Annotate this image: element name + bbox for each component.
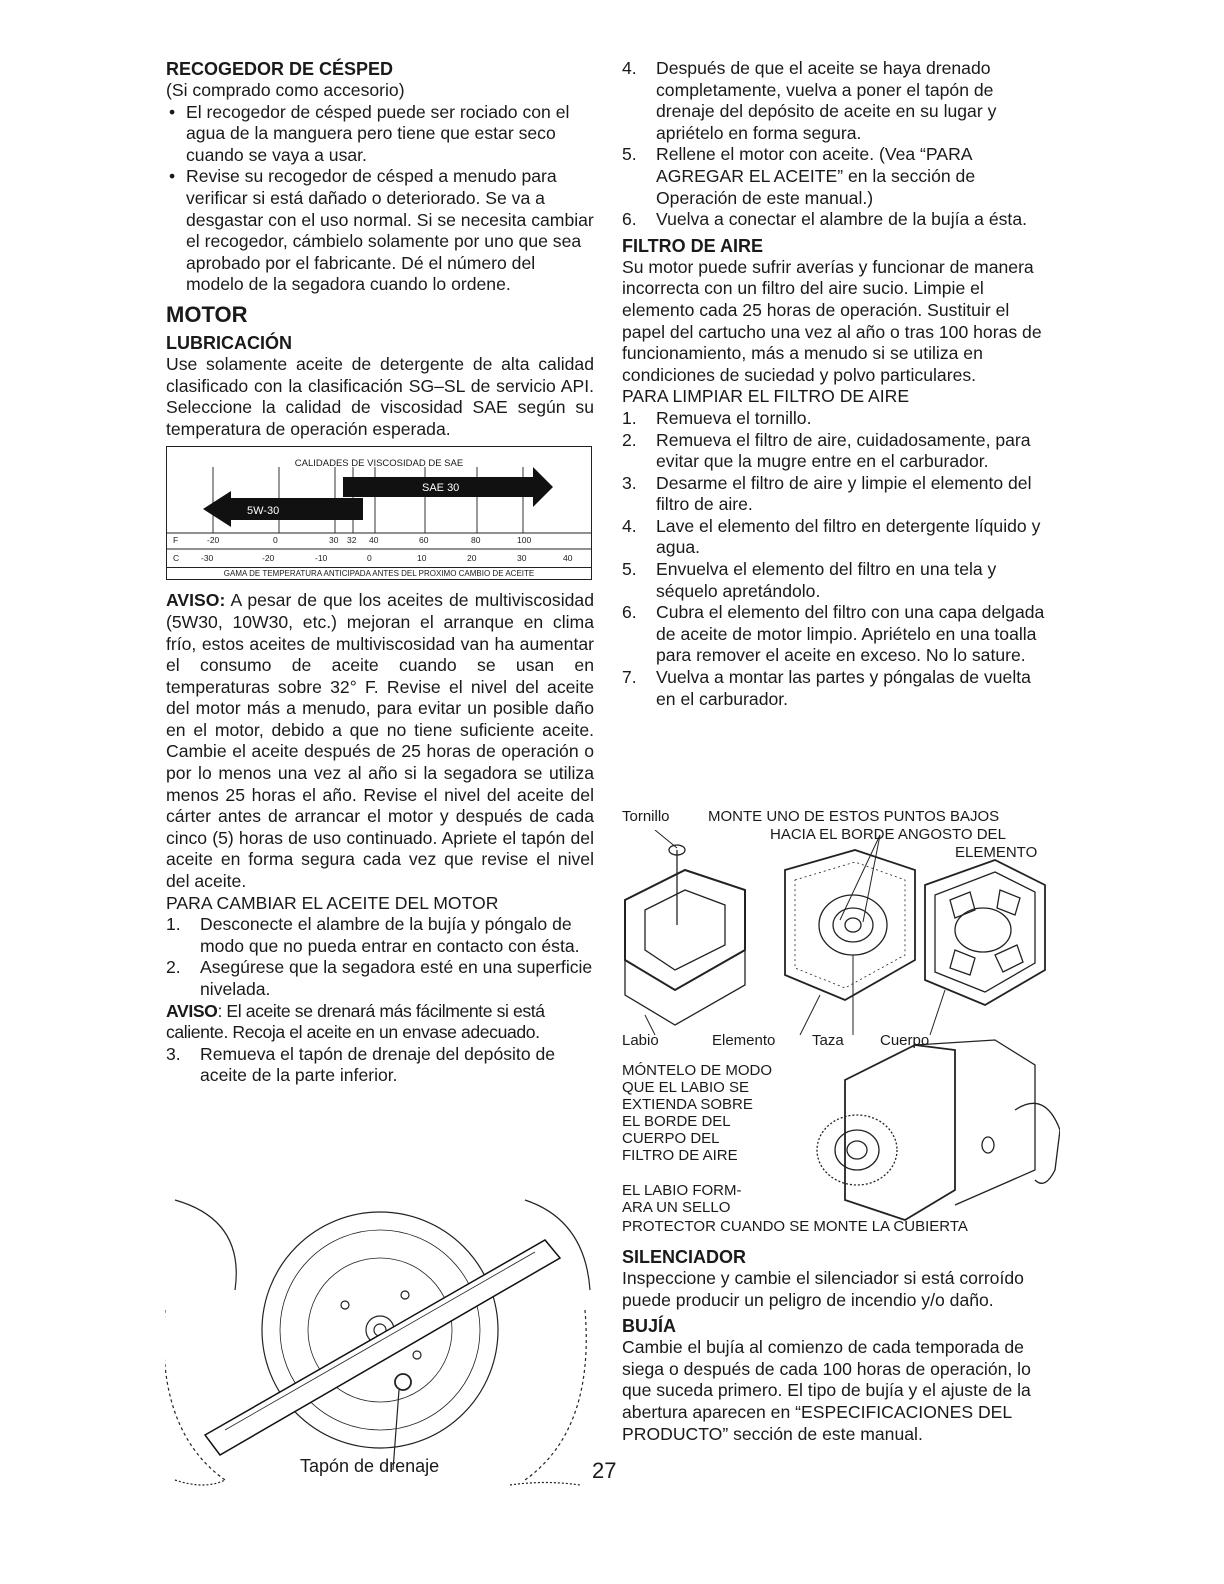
page-number: 27 — [592, 1458, 617, 1483]
drain-plug-label: Tapón de drenaje — [300, 1456, 440, 1476]
list-item: • El recogedor de césped puede ser rociado con el agua de la manguera pero tiene que estar seco cuando se vaya a usar. — [166, 102, 594, 167]
right-column — [622, 58, 1054, 710]
list-item: 2. Asegúrese que la segadora esté en una superficie nivelada. — [166, 957, 593, 999]
montelo-note: MÓNTELO DE MODO QUE EL LABIO SE EXTIENDA SOBRE EL BORDE DEL CUERPO DEL FILTRO DE AIRE — [622, 1062, 773, 1164]
section-title-recogedor: RECOGEDOR DE CÉSPED — [166, 59, 394, 79]
section-title-silenciador: SILENCIADOR — [622, 1247, 747, 1267]
c-tick-label: -10 — [315, 553, 328, 564]
f-tick-label: 30 — [329, 535, 339, 546]
f-tick-label: F — [173, 535, 179, 546]
list-item: 2. Remueva el filtro de aire, cuidadosamente, para evitar que la mugre entre en el carburador. — [622, 429, 1031, 472]
list-item: 5. Envuelva el elemento del filtro en una tela y séquelo apretándolo. — [622, 559, 997, 601]
left-column — [166, 58, 594, 1087]
label-elemento: Elemento — [712, 1032, 776, 1049]
label-5w30: 5W-30 — [247, 505, 280, 518]
label-labio: Labio — [622, 1032, 659, 1049]
bujia-text: Cambie el bujía al comienzo de cada temporada de siega o después de cada 100 horas de operación, lo que suceda primero. El tipo de bujía y el ajuste de la abertura aparecen en “ESPECIFICACIONES DEL PRODUCTO” sección de este manual. — [622, 1337, 1031, 1444]
list-item: 6. Vuelva a conectar el alambre de la bujía a ésta. — [622, 209, 1027, 230]
c-tick-label: 10 — [417, 553, 427, 564]
lubricacion-text: Use solamente aceite de detergente de alta calidad clasificado con la clasificación SG–SL de servicio API. Seleccione la calidad de viscosidad SAE según su temperatura de operación esperada. — [166, 353, 594, 439]
label-tornillo: Tornillo — [622, 808, 670, 825]
aviso2-paragraph: AVISO: El aceite se drenará más fácilmente si está caliente. Recoja el aceite en un envase adecuado. — [166, 1000, 545, 1043]
list-item: 7. Vuelva a montar las partes y póngalas de vuelta en el carburador. — [622, 667, 1031, 709]
f-tick-label: 0 — [273, 535, 278, 546]
f-tick-label: 80 — [471, 535, 481, 546]
viscosity-chart — [166, 446, 592, 580]
list-item: • Revise su recogedor de césped a menudo para verificar si está dañado o deteriorado. Se va a desgastar con el uso normal. Si se necesita cambiar el recogedor, cámbielo solamente por uno que sea aprobado por el fabricante. Dé el número del modelo de la segadora cuando lo ordene. — [166, 166, 594, 296]
section-title-bujia: BUJÍA — [622, 1316, 677, 1337]
section-title-lubricacion: LUBRICACIÓN — [166, 332, 292, 353]
chart-title: CALIDADES DE VISCOSIDAD DE SAE — [294, 458, 464, 470]
list-item: 3. Remueva el tapón de drenaje del depósito de aceite de la parte inferior. — [166, 1043, 556, 1086]
list-item: 5. Rellene el motor con aceite. (Vea “PARA AGREGAR EL ACEITE” en la sección de Operación de este manual.) — [622, 144, 976, 208]
aviso-paragraph — [166, 590, 594, 892]
silenciador-text: Inspeccione y cambie el silenciador si está corroído puede producir un peligro de incendio y/o daño. — [622, 1268, 1024, 1310]
label-monte-2: HACIA EL BORDE ANGOSTO DEL — [770, 826, 1006, 843]
f-tick-label: -20 — [207, 535, 220, 546]
section-title-filtro: FILTRO DE AIRE — [622, 235, 763, 256]
labio-note: EL LABIO FORM- ARA UN SELLO — [622, 1182, 742, 1216]
c-tick-label: -20 — [262, 553, 275, 564]
f-tick-label: 40 — [369, 535, 379, 546]
c-tick-label: 30 — [517, 553, 527, 564]
c-tick-label: 20 — [467, 553, 477, 564]
cambiar-title: PARA CAMBIAR EL ACEITE DEL MOTOR — [166, 892, 499, 913]
chart-footer: GAMA DE TEMPERATURA ANTICIPADA ANTES DEL PROXIMO CAMBIO DE ACEITE — [167, 567, 591, 579]
list-item: 4. Después de que el aceite se haya drenado completamente, vuelva a poner el tapón de drenaje del depósito de aceite en su lugar y apriételo en forma segura. — [622, 58, 997, 143]
label-sae30: SAE 30 — [422, 482, 460, 495]
c-tick-label: -30 — [201, 553, 214, 564]
list-item: 6. Cubra el elemento del filtro con una capa delgada de aceite de motor limpio. Apriételo en una toalla para remover el aceite en exceso. No lo sature. — [622, 602, 1045, 666]
label-taza: Taza — [812, 1032, 844, 1049]
c-tick-label: 0 — [367, 553, 372, 564]
list-item: 1. Remueva el tornillo. — [622, 407, 812, 428]
bar-5w30 — [203, 491, 363, 527]
chart-graphic — [167, 447, 591, 567]
filtro-text: Su motor puede sufrir averías y funcionar de manera incorrecta con un filtro del aire sucio. Limpie el elemento cada 25 horas de operación. Sustituir el papel del cartucho una vez al año o tras 100 horas de funcionamiento, más a menudo si se utiliza en condiciones de suciedad y polvo particulares. — [622, 256, 1042, 385]
label-monte-3: ELEMENTO — [955, 844, 1038, 861]
limpiar-title: PARA LIMPIAR EL FILTRO DE AIRE — [622, 386, 910, 407]
list-item: 3. Desarme el filtro de aire y limpie el elemento del filtro de aire. — [622, 472, 1032, 515]
f-tick-label: 32 — [347, 535, 357, 546]
f-tick-label: 100 — [517, 535, 532, 546]
section-title-motor: MOTOR — [166, 301, 248, 327]
list-item: 1. Desconecte el alambre de la bujía y póngalo de modo que no pueda entrar en contacto con ésta. — [166, 914, 580, 956]
aviso-label: AVISO: — [166, 590, 226, 611]
subtitle-accesorio: (Si comprado como accesorio) — [166, 80, 405, 100]
c-tick-label: C — [173, 553, 180, 564]
label-monte-1: MONTE UNO DE ESTOS PUNTOS BAJOS — [708, 808, 1000, 825]
c-tick-label: 40 — [563, 553, 573, 564]
aviso-text: A pesar de que los aceites de multiviscosidad (5W30, 10W30, etc.) mejoran el arranque en clima frío, estos aceites de multiviscosidad van ha aumentar el consumo de aceite cuando se usan en temperaturas sobre 32° F. Revise el nivel del aceite del motor más a menudo, para evitar un posible daño en el motor, debido a que no tiene suficiente aceite. Cambie el aceite después de 25 horas de operación o por lo menos una vez al año si la segadora se utiliza menos 25 horas el año. Revise el nivel del aceite del cárter antes de arrancar el motor y después de cada cinco (5) horas de uso continuado. Apriete el tapón del aceite en forma segura cada vez que revise el nivel del aceite. — [166, 590, 594, 892]
list-item: 4. Lave el elemento del filtro en detergente líquido y agua. — [622, 515, 1041, 558]
air-filter-illustration — [615, 830, 1060, 1230]
f-tick-label: 60 — [419, 535, 429, 546]
protector-note: PROTECTOR CUANDO SE MONTE LA CUBIERTA — [622, 1218, 968, 1235]
label-cuerpo: Cuerpo — [880, 1032, 930, 1049]
right-column-bottom — [622, 1246, 1054, 1445]
